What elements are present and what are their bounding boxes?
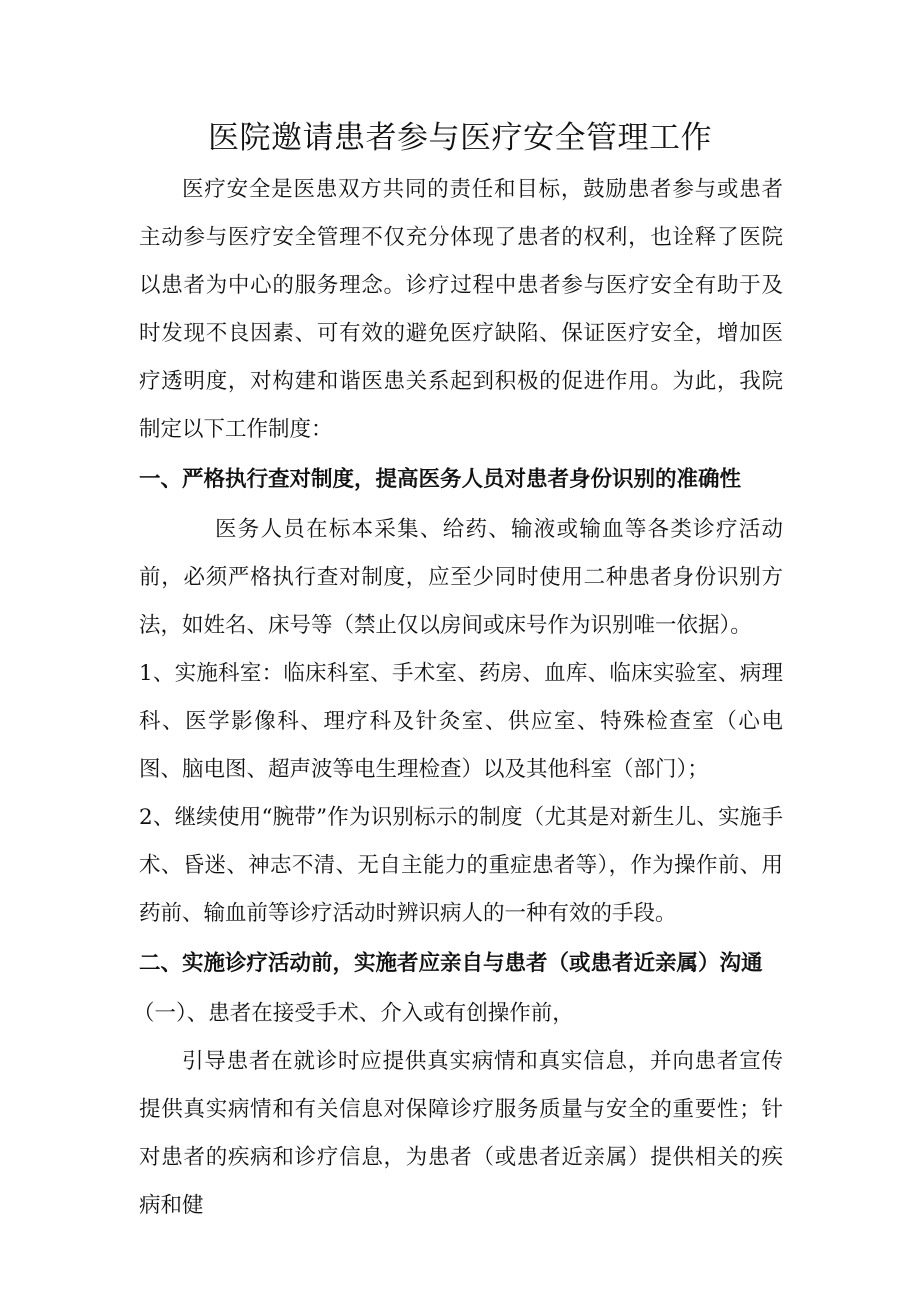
section-2-paragraph: 引导患者在就诊时应提供真实病情和真实信息，并向患者宣传提供真实病情和有关信息对保障诊疗服务质量与安全的重要性；针对患者的疾病和诊疗信息，为患者（或患者近亲属）提供相关的疾病和健 — [139, 1049, 783, 1218]
section-1-item-1: 1、实施科室：临床科室、手术室、药房、血库、临床实验室、病理科、医学影像科、理疗科及针灸室、供应室、特殊检查室（心电图、脑电图、超声波等电生理检查）以及其他科室（部门）； — [139, 661, 783, 782]
section-2-subheading-1: （一）、患者在接受手术、介入或有创操作前， — [133, 1001, 574, 1026]
document-body — [133, 166, 783, 1230]
document-title: 医院邀请患者参与医疗安全管理工作 — [208, 120, 712, 156]
section-1-heading: 一、严格执行查对制度，提高医务人员对患者身份识别的准确性 — [139, 467, 742, 492]
section-1-item-2: 2、继续使用“腕带”作为识别标示的制度（尤其是对新生儿、实施手术、昏迷、神志不清、无自主能力的重症患者等），作为操作前、用药前、输血前等诊疗活动时辨识病人的一种有效的手段。 — [139, 805, 783, 926]
intro-paragraph: 医疗安全是医患双方共同的责任和目标，鼓励患者参与或患者主动参与医疗安全管理不仅充分体现了患者的权利，也诠释了医院以患者为中心的服务理念。诊疗过程中患者参与医疗安全有助于及时发现不良因素、可有效的避免医疗缺陷、保证医疗安全，增加医疗透明度，对构建和谐医患关系起到积极的促进作用。为此，我院制定以下工作制度： — [139, 177, 783, 442]
section-1-paragraph: 医务人员在标本采集、给药、输液或输血等各类诊疗活动前，必须严格执行查对制度，应至少同时使用二种患者身份识别方法，如姓名、床号等（禁止仅以房间或床号作为识别唯一依据）。 — [139, 517, 783, 638]
section-2-heading: 二、实施诊疗活动前，实施者应亲自与患者（或患者近亲属）沟通 — [139, 951, 763, 976]
